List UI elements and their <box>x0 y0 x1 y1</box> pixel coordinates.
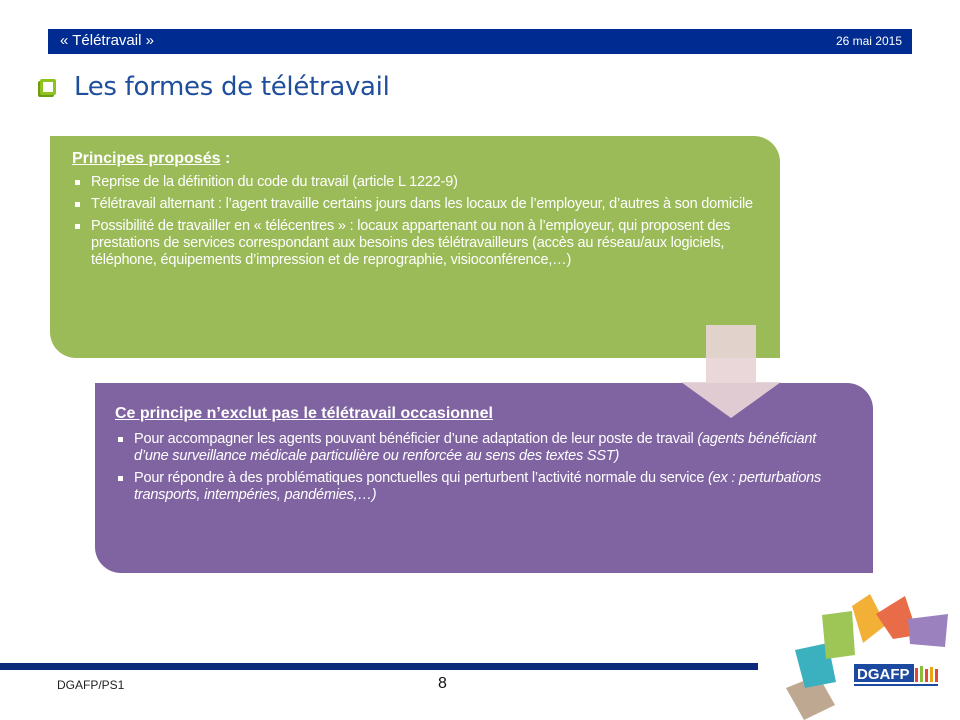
checkbox-icon <box>40 79 56 95</box>
list-item: Possibilité de travailler en « télécentres » : locaux appartenant ou non à l’employeur, qui proposent des prestations de services correspondant aux besoins des télétravailleurs (accès au réseau/aux logiciels, téléphone, équipements d’impression et de reprographie, visioconférence,…) <box>72 218 760 269</box>
list-item: Pour accompagner les agents pouvant bénéficier d’une adaptation de leur poste de travail (agents bénéficiant d’une surveillance médicale particulière ou renforcée au sens des textes SST) <box>115 431 853 465</box>
occasional-heading: Ce principe n’exclut pas le télétravail occasionnel <box>115 405 493 422</box>
dgafp-logo <box>760 580 960 720</box>
slide-title: Les formes de télétravail <box>74 72 390 102</box>
down-arrow-icon <box>681 325 781 418</box>
svg-text:DGAFP: DGAFP <box>857 666 910 683</box>
list-item: Reprise de la définition du code du travail (article L 1222-9) <box>72 174 760 191</box>
footer-label: DGAFP/PS1 <box>57 678 125 692</box>
header-date: 26 mai 2015 <box>835 34 902 48</box>
principles-list <box>72 174 760 269</box>
list-item: Télétravail alternant : l’agent travaille certains jours dans les locaux de l’employeur, d’autres à son domicile <box>72 196 760 213</box>
occasional-list <box>115 431 853 504</box>
page-number: 8 <box>438 675 447 692</box>
footer-divider <box>0 663 758 670</box>
header-bar <box>48 29 912 54</box>
header-title: « Télétravail » <box>60 32 154 49</box>
principles-heading: Principes proposés : <box>72 150 231 167</box>
principles-box <box>50 136 780 358</box>
title-row <box>40 72 390 102</box>
list-item: Pour répondre à des problématiques ponctuelles qui perturbent l’activité normale du service (ex : perturbations transports, intempéries, pandémies,…) <box>115 470 853 504</box>
